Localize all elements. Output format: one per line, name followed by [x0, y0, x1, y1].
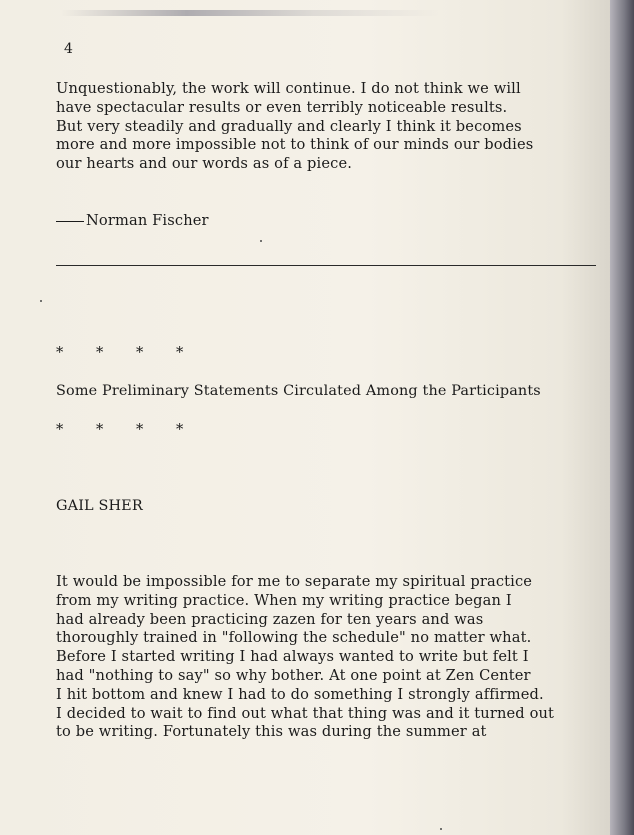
author-name: GAIL SHER — [56, 498, 143, 514]
body-line: to be writing. Fortunately this was during the summer at — [56, 723, 487, 741]
body-line: I hit bottom and knew I had to do something I strongly affirmed. — [56, 685, 544, 703]
body-line: thoroughly trained in "following the schedule" no matter what. — [56, 629, 532, 647]
asterisk: * — [56, 421, 64, 438]
quote-line: Unquestionably, the work will continue. I do not think we will — [56, 80, 521, 97]
section-heading: Some Preliminary Statements Circulated Among the Participants — [56, 383, 541, 399]
body-line: It would be impossible for me to separate my spiritual practice — [56, 573, 533, 590]
body-line: from my writing practice. When my writing practice began I — [56, 591, 512, 609]
horizontal-rule — [56, 265, 596, 266]
attribution-name: Norman Fischer — [86, 212, 209, 229]
quote-paragraph — [56, 80, 533, 174]
attribution — [56, 212, 209, 231]
asterisk-separator-top — [56, 344, 216, 363]
asterisk: * — [56, 344, 64, 361]
asterisk: * — [176, 421, 184, 438]
quote-line: But very steadily and gradually and clearly I think it becomes — [56, 117, 522, 135]
scan-smudge — [60, 10, 440, 16]
scan-speck — [440, 828, 442, 830]
scan-speck — [260, 240, 262, 242]
asterisk-separator-bottom — [56, 421, 216, 440]
asterisk: * — [136, 344, 144, 361]
quote-line: more and more impossible not to think of our minds our bodies — [56, 136, 534, 154]
body-line: had already been practicing zazen for ten years and was — [56, 610, 484, 628]
asterisk: * — [96, 344, 104, 361]
asterisk: * — [136, 421, 144, 438]
asterisk: * — [176, 344, 184, 361]
em-dash — [56, 221, 84, 222]
scan-speck — [40, 300, 42, 302]
page-number: 4 — [64, 41, 74, 57]
quote-line: have spectacular results or even terribly noticeable results. — [56, 98, 508, 116]
book-edge — [610, 0, 634, 835]
body-paragraph — [56, 573, 554, 742]
body-line: I decided to wait to find out what that thing was and it turned out — [56, 704, 555, 722]
asterisk: * — [96, 421, 104, 438]
body-line: had "nothing to say" so why bother. At one point at Zen Center — [56, 666, 531, 684]
body-line: Before I started writing I had always wanted to write but felt I — [56, 648, 529, 666]
quote-line: our hearts and our words as of a piece. — [56, 155, 353, 173]
